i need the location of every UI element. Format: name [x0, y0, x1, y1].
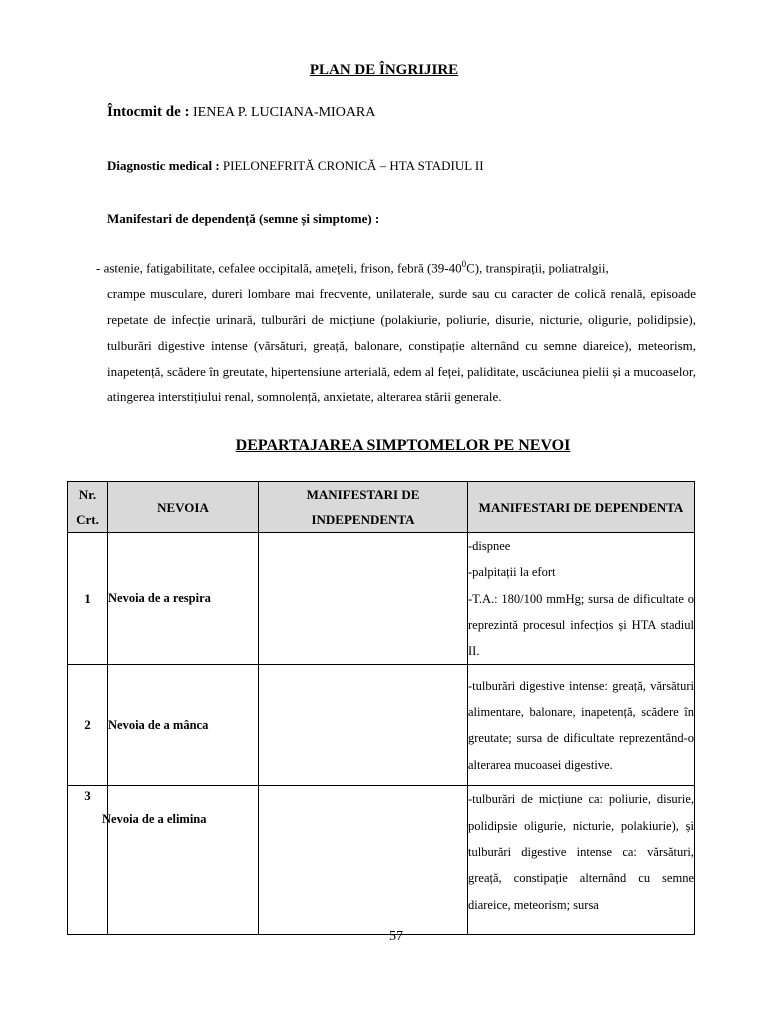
header-nr: Nr. Crt. [68, 482, 108, 533]
dependence-line: -tulburări de micțiune ca: poliurie, disurie, polidipsie oligurie, nicturie, polakiurie), și tulburări digestive intense ca: vărsături, greață, constipație alternând cu semne diareice, meteorism; sursa [468, 792, 694, 912]
section-title: DEPARTAJAREA SIMPTOMELOR PE NEVOI [235, 437, 571, 454]
symptoms-paragraph [96, 252, 696, 410]
row-number: 1 [68, 533, 108, 665]
symptoms-rest: crampe musculare, dureri lombare mai frecvente, unilaterale, surde sau cu caracter de colică renală, episoade repetate de infecție urinară, tulburări de micțiune (polakiurie, poliurie, disurie, nicturie, oligurie, polidipsie), tulburări digestive intense (vărsături, greață, balonare, constipație alternând cu semne diareice), meteorism, inapetență, scădere în greutate, hipertensiune arterială, edem al feței, paliditate, uscăciunea pielii și a mucoaselor, atingerea interstițiului renal, somnolență, anxietate, alterarea stării generale. [107, 286, 696, 405]
header-independence: MANIFESTARI DE INDEPENDENTA [259, 482, 468, 533]
independence-cell [259, 786, 468, 935]
header-dependence: MANIFESTARI DE DEPENDENTA [468, 482, 695, 533]
table-row [68, 665, 695, 786]
dependence-cell [468, 665, 695, 786]
table-header-row [68, 482, 695, 533]
need-name-text: Nevoia de a elimina [102, 812, 207, 827]
independence-cell [259, 665, 468, 786]
need-name: Nevoia de a respira [108, 533, 259, 665]
dependence-line: -T.A.: 180/100 mmHg; sursa de dificultate o reprezintă procesul infecțios și HTA stadiul II. [468, 591, 694, 659]
degree-superscript: 0 [461, 259, 467, 269]
header-need: NEVOIA [108, 482, 259, 533]
manifestations-heading: Manifestari de dependență (semne și simptome) : [107, 211, 380, 226]
needs-table [67, 481, 695, 935]
row-number: 3 [68, 786, 108, 935]
independence-cell [259, 533, 468, 665]
dependence-cell [468, 786, 695, 935]
row-number: 2 [68, 665, 108, 786]
page-number: 57 [389, 929, 403, 944]
need-name [102, 786, 259, 935]
table-row [68, 533, 695, 665]
diagnosis-value: PIELONEFRITĂ CRONICĂ – HTA STADIUL II [222, 158, 484, 173]
author-name: IENEA P. LUCIANA-MIOARA [193, 105, 376, 120]
diagnosis-line [107, 158, 484, 174]
need-name: Nevoia de a mânca [108, 665, 259, 786]
table-row [68, 786, 695, 935]
dependence-line: -palpitații la efort [468, 565, 556, 580]
author-line [107, 104, 375, 121]
author-label: Întocmit de : [107, 104, 190, 120]
dependence-cell [468, 533, 695, 665]
page-title: PLAN DE ÎNGRIJIRE [309, 62, 459, 78]
dependence-line: -tulburări digestive intense: greață, vărsături alimentare, balonare, inapetență, scădere în greutate; sursa de dificultate reprezentând-o alterarea mucoasei digestive. [468, 678, 694, 772]
symptoms-first-line [96, 252, 696, 281]
symptoms-prefix: - astenie, fatigabilitate, cefalee occipitală, amețeli, frison, febră (39-40 [96, 260, 462, 276]
symptoms-first-suffix: C), transpirații, poliatralgii, [466, 260, 609, 276]
dependence-line: -dispnee [468, 539, 511, 553]
diagnosis-label: Diagnostic medical : [107, 158, 220, 173]
